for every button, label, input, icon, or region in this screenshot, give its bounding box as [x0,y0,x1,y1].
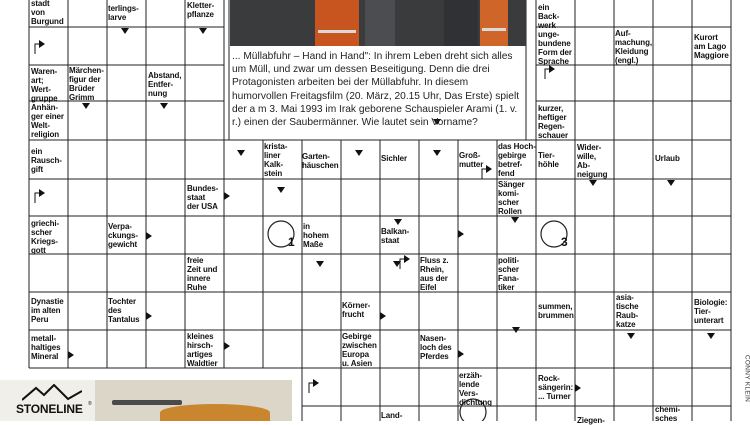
arrow-down-icon [355,150,363,156]
clue-kurzer-regenschauer: kurzer, heftiger Regen- schauer [538,104,568,140]
arrow-right-icon [146,232,152,240]
tv-film-photo [230,0,526,46]
clue-abstand: Abstand, Entfer- nung [148,71,181,98]
clue-ein-backwerk: ein Back- werk [538,3,559,30]
arrow-down-icon [627,333,635,339]
arrow-right-icon [380,312,386,320]
clue-erzaehlende: erzäh- lende Vers- dichtung [459,371,492,407]
clue-griechischer-kriegsgott: griechi- scher Kriegs- gott [31,219,59,255]
clue-dynastie: Dynastie im alten Peru [31,297,64,324]
arrow-right-icon [458,350,464,358]
clue-hochgebirge: das Hoch- gebirge betref- fend [498,142,536,178]
clue-ziegen: Ziegen- [577,416,605,425]
arrow-down-icon [433,150,441,156]
arrow-down-icon [82,103,90,109]
bent-arrow-icon [35,44,39,54]
arrow-right-icon [575,384,581,392]
clue-biologie: Biologie: Tier- unterart [694,298,727,325]
solution-1-number: 1 [288,235,295,249]
arrow-down-icon [394,219,402,225]
clue-summen: summen, brummen [538,302,574,320]
bent-arrow-icon [400,259,404,269]
clue-freie-zeit: freie Zeit und innere Ruhe [187,256,217,292]
arrow-down-icon [707,333,715,339]
clue-widerwille: Wider- wille, Ab- neigung [577,143,607,179]
arrow-right-icon [486,165,492,173]
clue-grossmutter: Groß- mutter [459,151,483,169]
arrow-right-icon [39,189,45,197]
clue-politischer-fanatiker: politi- scher Fana- tiker [498,256,519,292]
solution-extra-circle [460,399,486,421]
clue-ungebundene-form: unge- bundene Form der Sprache [538,30,572,66]
arrow-right-icon [224,342,230,350]
arrow-down-icon [121,28,129,34]
arrow-right-icon [39,40,45,48]
clue-kletterpflanze: Kletter- pflanze [187,1,214,19]
arrow-right-icon [404,255,410,263]
bent-arrow-icon [545,69,549,79]
ad-registered-mark: ® [88,401,92,407]
credit-text: CONNY KLEIN [744,344,750,414]
arrow-down-icon [511,217,519,223]
clue-ein-rauschgift: ein Rausch- gift [31,147,62,174]
clue-urlaub: Urlaub [655,154,680,163]
arrow-down-icon [667,180,675,186]
clue-stadt-von-burgund: stadt von Burgund [31,0,64,26]
clue-maerchenfigur: Märchen- figur der Brüder Grimm [69,66,104,102]
clue-metallhaltiges: metall- haltiges Mineral [31,334,60,361]
clue-sichler: Sichler [381,154,407,163]
clue-kurort: Kurort am Lago Maggiore [694,33,729,60]
clue-kleines-hirsch: kleines hirsch- artiges Waldtier [187,332,217,368]
bent-arrow-icon [482,169,486,179]
arrow-down-icon [316,261,324,267]
mountain-logo-icon [22,384,82,402]
bent-arrow-icon [35,193,39,203]
arrow-right-icon [313,379,319,387]
arrow-right-icon [146,312,152,320]
clue-bundesstaat: Bundes- staat der USA [187,184,218,211]
arrow-right-icon [549,65,555,73]
arrow-right-icon [458,230,464,238]
stoneline-advertisement [0,380,292,421]
arrow-down-icon [160,103,168,109]
arrow-right-icon [68,351,74,359]
clue-koernerfrucht: Körner- frucht [342,301,370,319]
clue-gartenhaeuschen: Garten- häuschen [302,152,339,170]
clue-aufmachung: Auf- machung, Kleidung (engl.) [615,29,652,65]
ad-brand: STONELINE [16,402,83,416]
clue-terlingslarve: terlings- larve [108,4,139,22]
clue-tierhoehle: Tier- höhle [538,151,559,169]
clue-fluss: Fluss z. Rhein, aus der Eifel [420,256,449,292]
photo-credit [742,345,750,421]
clue-land: Land- [381,411,402,420]
clue-warenart: Waren- art; Wert- gruppe [31,67,58,103]
arrow-down-icon [589,180,597,186]
clue-balkanstaat: Balkan- staat [381,227,409,245]
bent-arrow-icon [309,383,313,393]
arrow-right-icon [224,192,230,200]
clue-rocksaengerin: Rock- sängerin: ... Turner [538,374,573,401]
clue-in-hohem-masse: in hohem Maße [303,222,329,249]
clue-chemisches: chemi- sches [655,405,680,423]
clue-asiatische-raubkatze: asia- tische Raub- katze [616,293,639,329]
clue-gebirge-europa: Gebirge zwischen Europa u. Asien [342,332,377,368]
arrow-down-icon [237,150,245,156]
arrow-down-icon [199,28,207,34]
clue-saenger: Sänger komi- scher Rollen [498,180,525,216]
clue-kristalliner-kalkstein: krista- liner Kalk- stein [264,142,287,178]
clue-nasenloch: Nasen- loch des Pferdes [420,334,452,361]
arrow-down-icon [277,187,285,193]
clue-verpackungsgewicht: Verpa- ckungs- gewicht [108,222,138,249]
clue-tochter-tantalus: Tochter des Tantalus [108,297,140,324]
photo-caption: ... Müllabfuhr – Hand in Hand": In ihrem Leben dreht sich alles um Müll, und zwar um dessen Beseitigung. Denn die drei Protagonisten arbeiten bei der Müllabfuhr. In diesem humorvollen Freitagsfilm (20. März, 20.15 Uhr, Das Erste) spielt der a m 3. Mai 1993 im Irak geborene Schauspieler Arami (1. v. r.) einen der Saubermänner. Wie lautet sein Vorname? [232,50,526,129]
clue-anhaenger: Anhän- ger einer Welt- religion [31,103,64,139]
solution-3-number: 3 [561,235,568,249]
